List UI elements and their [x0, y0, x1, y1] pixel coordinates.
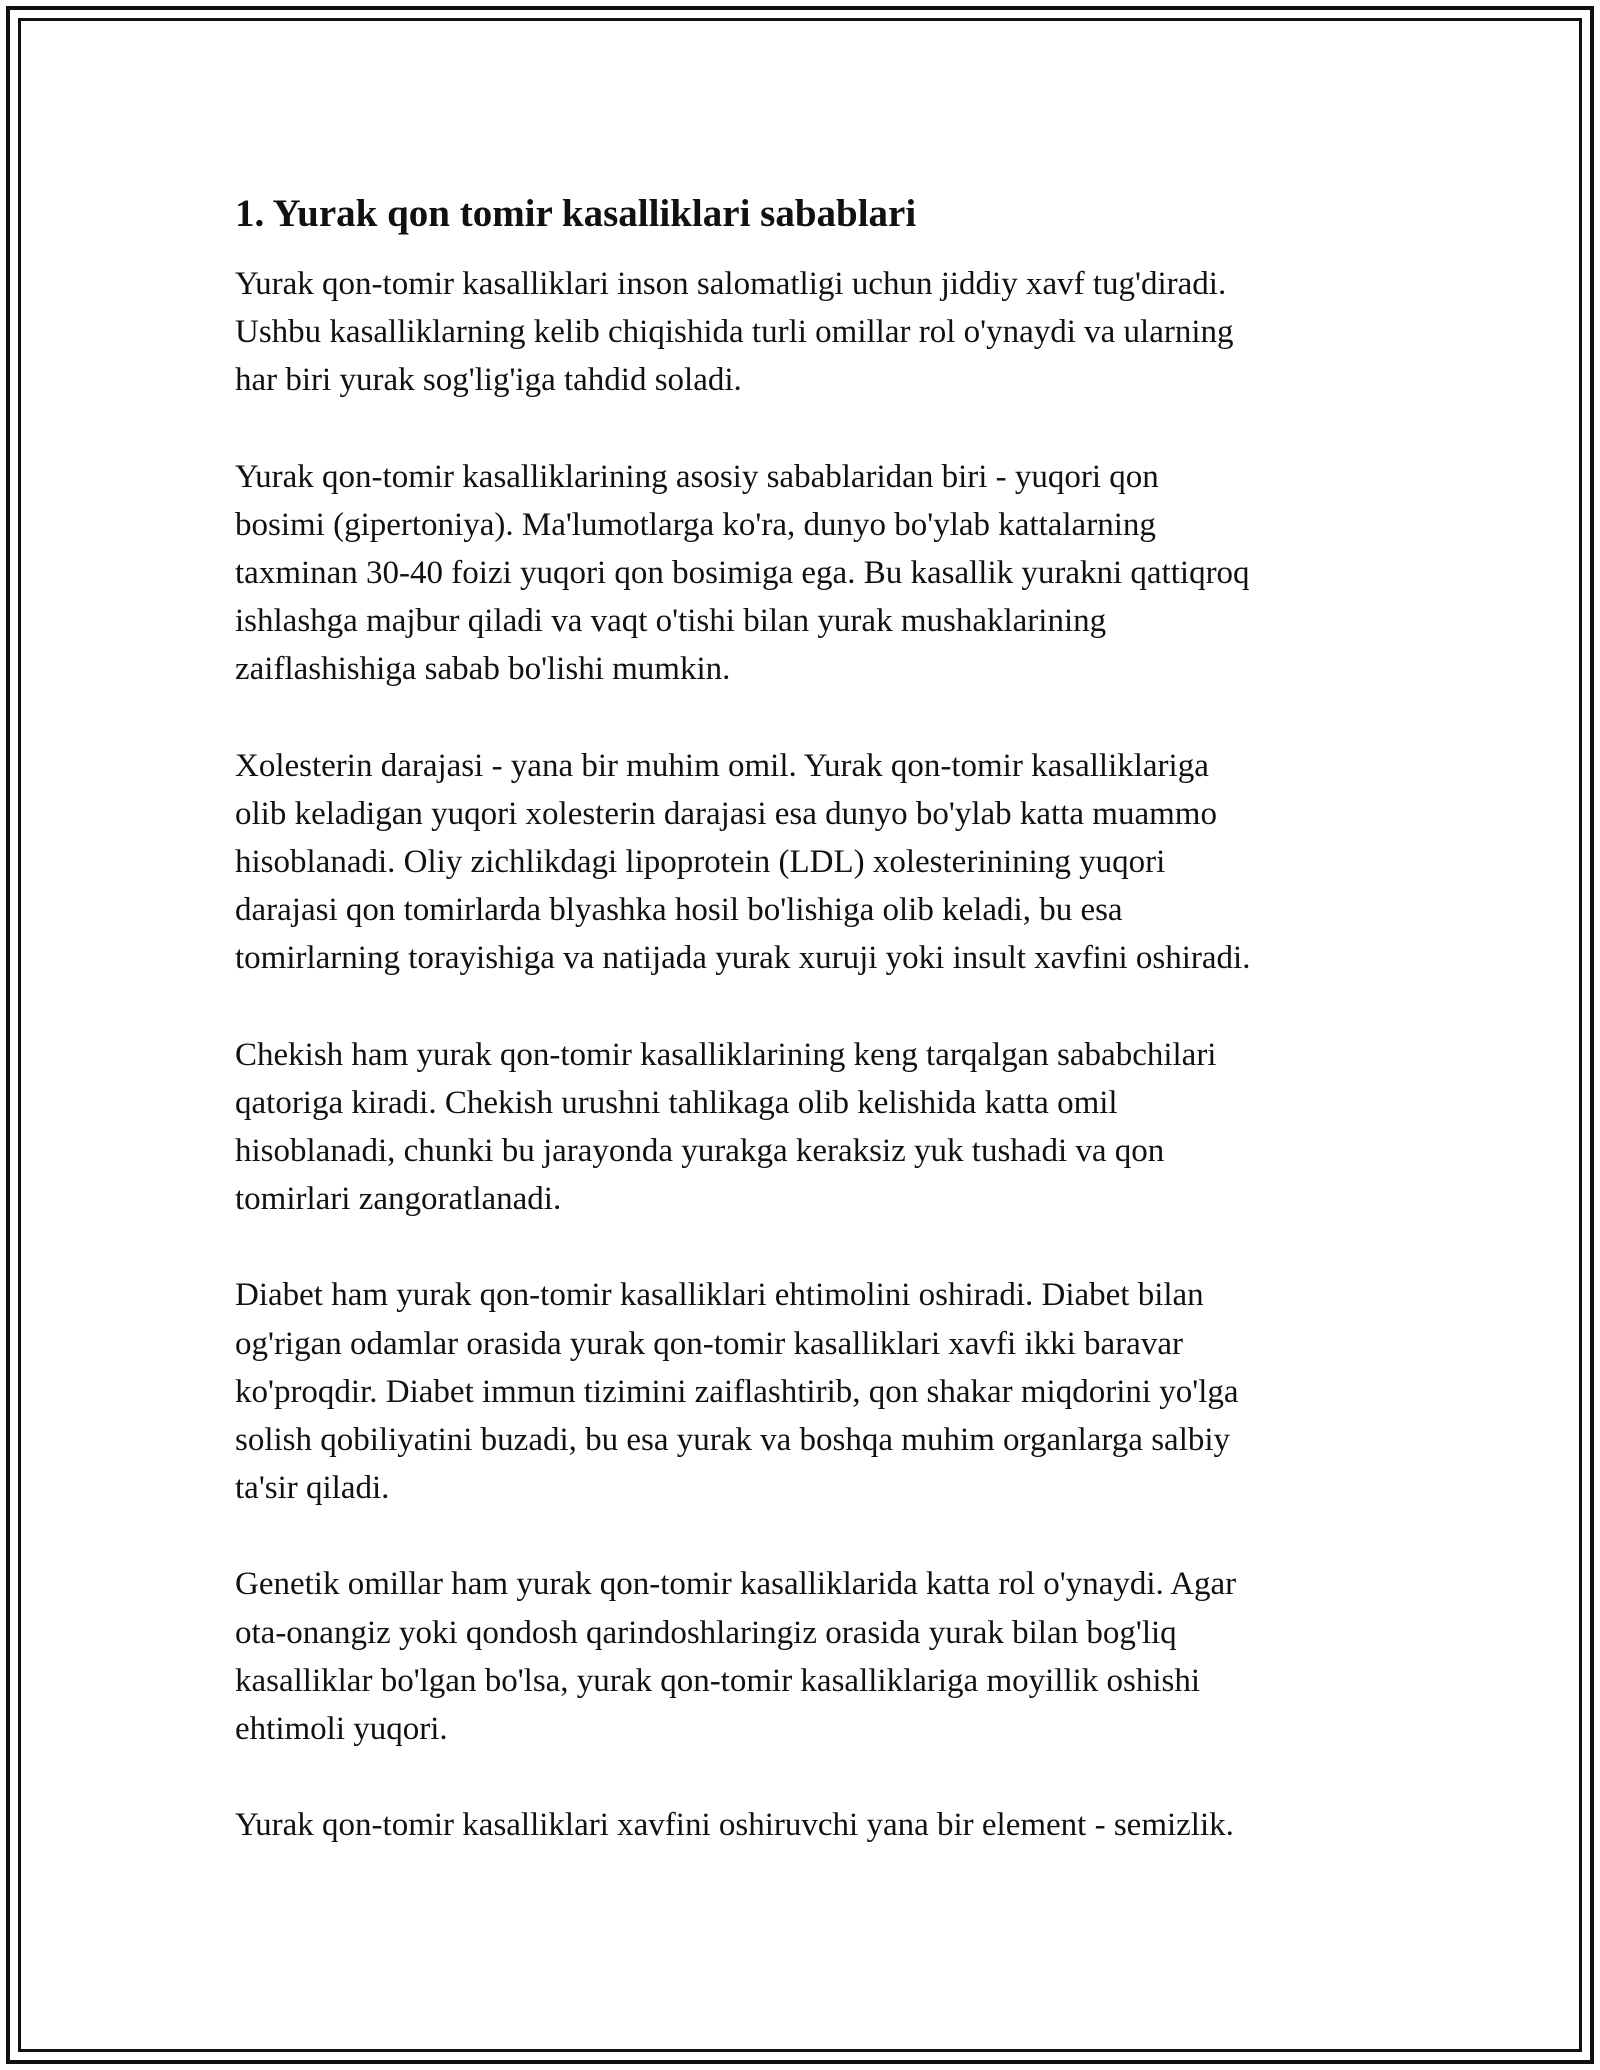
paragraph-intro: Yurak qon-tomir kasalliklari inson salomatligi uchun jiddiy xavf tug'diradi. Ushbu kasalliklarning kelib chiqishida turli omillar rol o'ynaydi va ularning har biri yurak sog'lig'iga tahdid soladi.	[235, 266, 1234, 399]
paragraph-hypertension: Yurak qon-tomir kasalliklarining asosiy sabablaridan biri - yuqori qon bosimi (gipertoniya). Ma'lumotlarga ko'ra, dunyo bo'ylab kattalarning taxminan 30-40 foizi yuqori qon bosimiga ega. Bu kasallik yurakni qattiqroq ishlashga majbur qiladi va vaqt o'tishi bilan yurak mushaklarining zaiflashishiga sabab bo'lishi mumkin.	[235, 458, 1250, 688]
document-title: 1. Yurak qon tomir kasalliklari sabablari	[235, 192, 917, 235]
paragraph-smoking: Chekish ham yurak qon-tomir kasalliklarining keng tarqalgan sababchilari qatoriga kiradi. Chekish urushni tahlikaga olib kelishida katta omil hisoblanadi, chunki bu jarayonda yurakga keraksiz yuk tushadi va qon tomirlari zangoratlanadi.	[235, 1036, 1217, 1218]
paragraph-cholesterol: Xolesterin darajasi - yana bir muhim omil. Yurak qon-tomir kasalliklariga olib keladigan yuqori xolesterin darajasi esa dunyo bo'ylab katta muammo hisoblanadi. Oliy zichlikdagi lipoprotein (LDL) xolesterinining yuqori darajasi qon tomirlarda blyashka hosil bo'lishiga olib keladi, bu esa tomirlarning torayishiga va natijada yurak xuruji yoki insult xavfini oshiradi.	[235, 747, 1251, 977]
paragraph-genetics: Genetik omillar ham yurak qon-tomir kasalliklarida katta rol o'ynaydi. Agar ota-onangiz yoki qondosh qarindoshlaringiz orasida yurak bilan bog'liq kasalliklar bo'lgan bo'lsa, yurak qon-tomir kasalliklariga moyillik oshishi ehtimoli yuqori.	[235, 1566, 1237, 1748]
paragraph-obesity: Yurak qon-tomir kasalliklari xavfini oshiruvchi yana bir element - semizlik.	[235, 1807, 1234, 1844]
paragraph-diabetes: Diabet ham yurak qon-tomir kasalliklari ehtimolini oshiradi. Diabet bilan og'rigan odamlar orasida yurak qon-tomir kasalliklari xavfi ikki baravar ko'proqdir. Diabet immun tizimini zaiflashtirib, qon shakar miqdorini yo'lga solish qobiliyatini buzadi, bu esa yurak va boshqa muhim organlarga salbiy ta'sir qiladi.	[235, 1277, 1239, 1507]
document-body	[235, 188, 1395, 1897]
